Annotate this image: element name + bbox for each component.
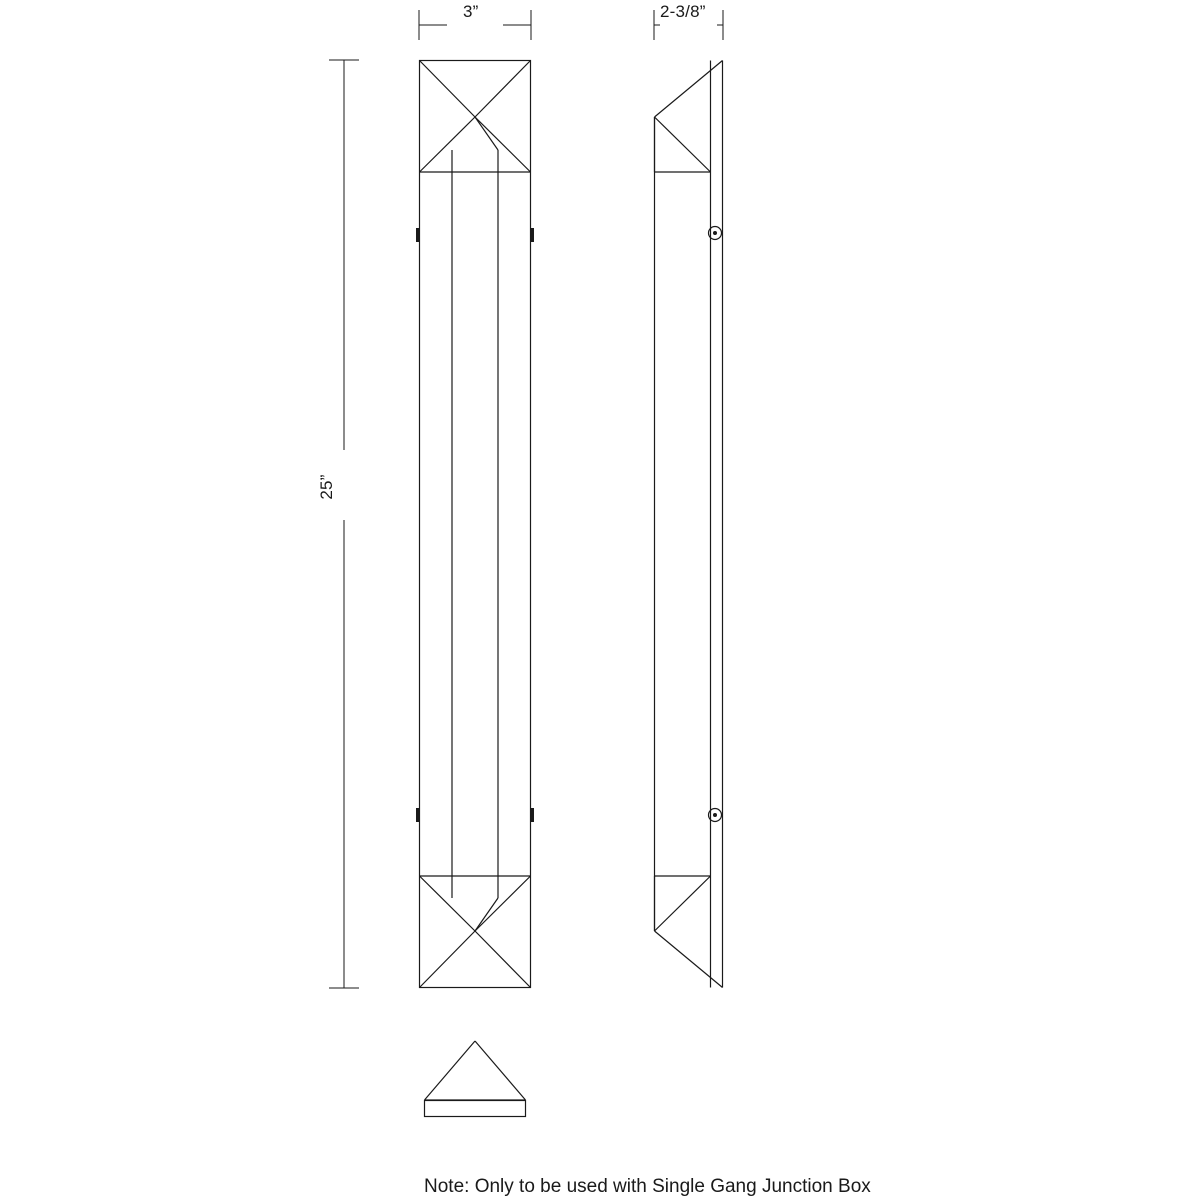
front-width-dimension-label: 3” <box>463 2 479 21</box>
overall-height-dimension <box>329 60 359 988</box>
junction-box-note: Note: Only to be used with Single Gang Junction Box <box>424 1176 871 1197</box>
overall-height-dimension-label: 25” <box>317 474 336 500</box>
front-elevation-view <box>416 61 534 988</box>
side-elevation-view <box>655 61 723 988</box>
side-width-dimension-label: 2-3/8” <box>660 2 706 21</box>
top-plan-view <box>425 1041 526 1117</box>
